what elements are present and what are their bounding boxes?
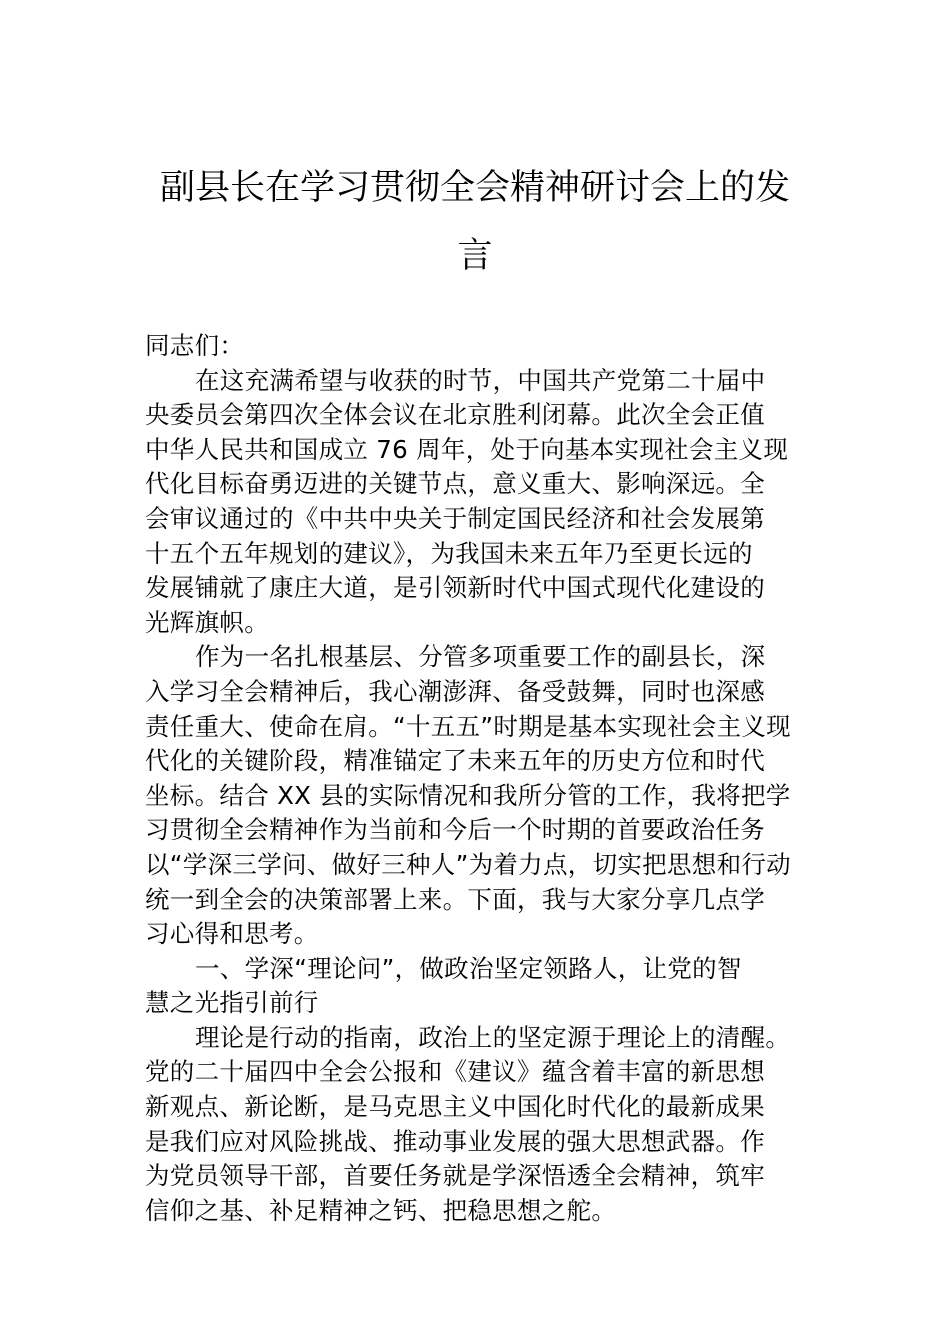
paragraph-line: 责任重大、使命在肩。“十五五”时期是基本实现社会主义现 (145, 711, 791, 741)
paragraph-line: 信仰之基、补足精神之钙、把稳思想之舵。 (145, 1195, 617, 1225)
paragraph-line: 光辉旗帜。 (145, 607, 269, 637)
paragraph-line: 代化的关键阶段，精准锚定了未来五年的历史方位和时代 (145, 746, 765, 776)
section-heading-line: 慧之光指引前行 (145, 988, 319, 1018)
paragraph-line: 代化目标奋勇迈进的关键节点，意义重大、影响深远。全 (145, 469, 765, 499)
paragraph-line: 发展铺就了康庄大道，是引领新时代中国式现代化建设的 (145, 573, 765, 603)
document-title-line-2: 言 (457, 236, 493, 276)
paragraph-line: 新观点、新论断，是马克思主义中国化时代化的最新成果 (145, 1092, 765, 1122)
paragraph-line: 入学习全会精神后，我心潮澎湃、备受鼓舞，同时也深感 (145, 676, 765, 706)
paragraph-line: 习心得和思考。 (145, 919, 319, 949)
paragraph-line: 为党员领导干部，首要任务就是学深悟透全会精神，筑牢 (145, 1161, 765, 1191)
document-title-line-1: 副县长在学习贯彻全会精神研讨会上的发 (159, 168, 790, 208)
paragraph-line: 会审议通过的《中共中央关于制定国民经济和社会发展第 (145, 503, 765, 533)
body-lines (145, 364, 845, 1229)
paragraph-line: 坐标。结合 XX 县的实际情况和我所分管的工作，我将把学 (145, 780, 791, 810)
paragraph-line: 理论是行动的指南，政治上的坚定源于理论上的清醒。 (195, 1022, 791, 1052)
paragraph-line: 十五个五年规划的建议》，为我国未来五年乃至更长远的 (145, 538, 753, 568)
paragraph-line: 以“学深三学问、做好三种人”为着力点，切实把思想和行动 (145, 849, 791, 879)
salutation: 同志们： (145, 331, 245, 360)
paragraph-line: 央委员会第四次全体会议在北京胜利闭幕。此次全会正值 (145, 400, 765, 430)
section-heading-line: 一、学深“理论问”，做政治坚定领路人，让党的智 (195, 953, 742, 983)
paragraph-line: 习贯彻全会精神作为当前和今后一个时期的首要政治任务 (145, 815, 765, 845)
paragraph-line: 统一到全会的决策部署上来。下面，我与大家分享几点学 (145, 884, 765, 914)
paragraph-line: 是我们应对风险挑战、推动事业发展的强大思想武器。作 (145, 1126, 765, 1156)
paragraph-line: 中华人民共和国成立 76 周年，处于向基本实现社会主义现 (145, 434, 789, 464)
paragraph-line: 党的二十届四中全会公报和《建议》蕴含着丰富的新思想 (145, 1057, 765, 1087)
document-body (145, 329, 845, 1228)
paragraph-line: 作为一名扎根基层、分管多项重要工作的副县长，深 (195, 642, 766, 672)
paragraph-line: 在这充满希望与收获的时节，中国共产党第二十届中 (195, 365, 766, 395)
